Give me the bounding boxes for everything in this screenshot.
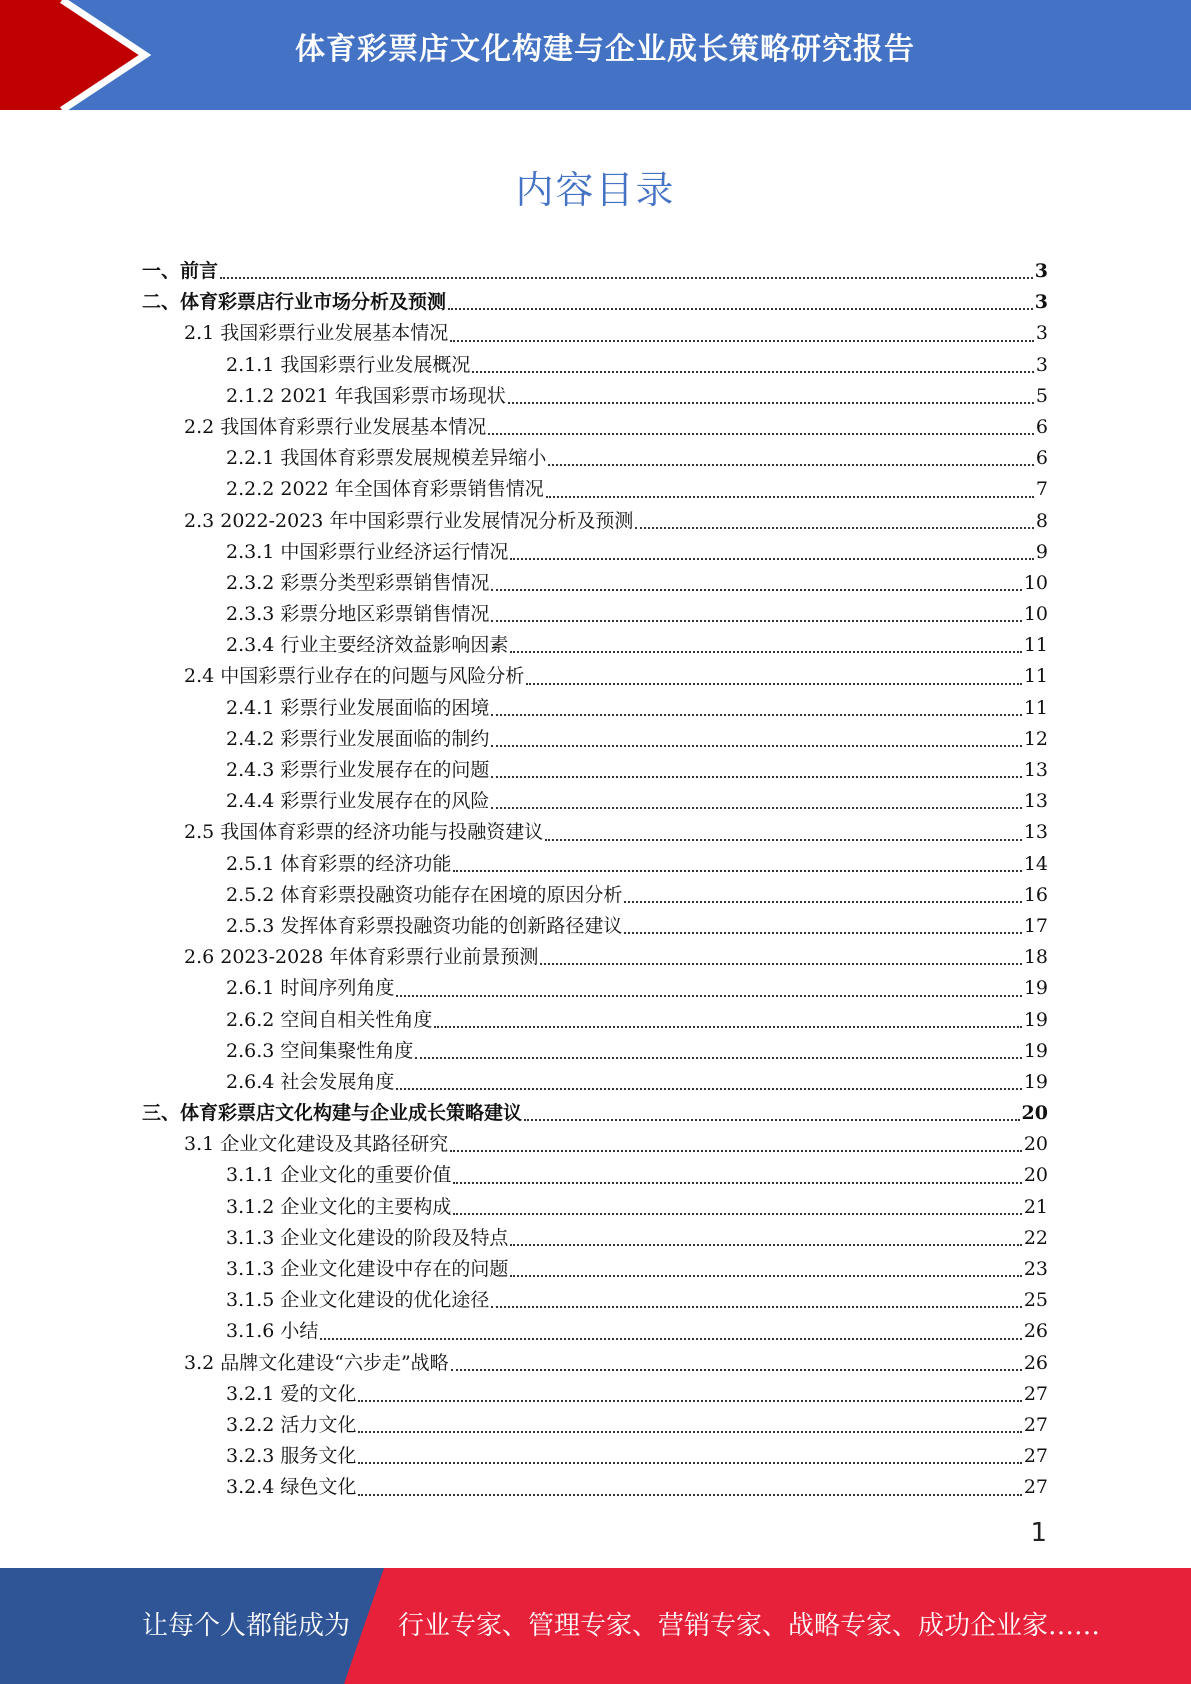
toc-entry[interactable] [142,1285,1048,1316]
toc-entry-label: 3.1.2 企业文化的主要构成 [226,1195,452,1218]
toc-entry-label: 2.2 我国体育彩票行业发展基本情况 [184,415,487,438]
toc-entry-label: 2.1 我国彩票行业发展基本情况 [184,322,449,345]
report-header [0,0,1191,110]
report-footer [0,1568,1191,1684]
toc-entry-page: 9 [1035,540,1048,563]
toc-entry[interactable] [142,1005,1048,1036]
toc-entry-page: 13 [1023,821,1048,844]
toc-dot-leader [510,558,1034,560]
toc-entry-label: 3.1 企业文化建设及其路径研究 [184,1133,449,1156]
toc-entry-page: 20 [1023,1133,1048,1156]
toc-entry[interactable] [142,537,1048,568]
toc-entry-page: 27 [1023,1476,1048,1499]
toc-entry-page: 12 [1023,727,1048,750]
footer-slogan: 让每个人都能成为 [142,1611,351,1641]
toc-entry[interactable] [142,755,1048,786]
toc-entry-label: 3.2.3 服务文化 [226,1445,357,1468]
toc-title: 内容目录 [515,168,676,212]
toc-entry-page: 17 [1023,914,1048,937]
toc-entry-page: 16 [1023,883,1048,906]
toc-dot-leader [450,340,1034,342]
toc-entry[interactable] [142,474,1048,505]
toc-dot-leader [491,1306,1021,1308]
toc-entry-label: 2.1.2 2021 年我国彩票市场现状 [226,384,506,407]
toc-entry[interactable] [142,256,1048,287]
toc-dot-leader [450,1150,1022,1152]
toc-entry-label: 2.3 2022-2023 年中国彩票行业发展情况分析及预测 [184,509,634,532]
toc-entry[interactable] [142,318,1048,349]
toc-dot-leader [453,870,1021,872]
toc-entry-label: 2.6.3 空间集聚性角度 [226,1039,414,1062]
toc-entry[interactable] [142,506,1048,537]
toc-entry-page: 26 [1023,1320,1048,1343]
toc-dot-leader [510,1244,1021,1246]
toc-entry[interactable] [142,1129,1048,1160]
toc-entry-page: 14 [1023,852,1048,875]
toc-entry-page: 3 [1034,260,1048,282]
toc-entry-page: 22 [1023,1226,1048,1249]
toc-dot-leader [472,371,1034,373]
toc-dot-leader [624,901,1021,903]
toc-entry[interactable] [142,1348,1048,1379]
toc-entry-label: 3.2.2 活力文化 [226,1413,357,1436]
toc-entry-label: 2.1.1 我国彩票行业发展概况 [226,353,471,376]
toc-entry-page: 8 [1035,509,1048,532]
toc-dot-leader [545,839,1022,841]
toc-entry-page: 7 [1035,478,1048,501]
toc-entry-page: 6 [1035,415,1048,438]
toc-entry-label: 2.6.2 空间自相关性角度 [226,1008,433,1031]
toc-entry-page: 11 [1023,696,1048,719]
toc-entry[interactable] [142,911,1048,942]
toc-entry-page: 25 [1023,1289,1048,1312]
toc-entry[interactable] [142,1223,1048,1254]
toc-entry-label: 2.3.4 行业主要经济效益影响因素 [226,634,509,657]
toc-entry-page: 18 [1023,946,1048,969]
toc-dot-leader [491,807,1021,809]
toc-entry-label: 3.2 品牌文化建设“六步走”战略 [184,1351,449,1374]
toc-entry-label: 2.4 中国彩票行业存在的问题与风险分析 [184,665,525,688]
toc-dot-leader [635,527,1033,529]
toc-dot-leader [358,1462,1021,1464]
toc-entry-label: 3.2.4 绿色文化 [226,1476,357,1499]
toc-entry-page: 20 [1023,1164,1048,1187]
toc-entry-label: 2.5.2 体育彩票投融资功能存在困境的原因分析 [226,883,623,906]
toc-dot-leader [540,963,1021,965]
toc-entry-page: 27 [1023,1382,1048,1405]
toc-entry[interactable] [142,942,1048,973]
toc-entry[interactable] [142,1192,1048,1223]
table-of-contents [142,256,1048,1504]
toc-entry[interactable] [142,973,1048,1004]
toc-entry[interactable] [142,1441,1048,1472]
toc-entry[interactable] [142,287,1048,318]
toc-dot-leader [491,776,1021,778]
toc-dot-leader [491,620,1021,622]
toc-dot-leader [491,714,1021,716]
footer-roles: 行业专家、管理专家、营销专家、战略专家、成功企业家…… [398,1611,1101,1641]
toc-entry-label: 2.3.3 彩票分地区彩票销售情况 [226,603,490,626]
toc-dot-leader [510,651,1021,653]
toc-dot-leader [358,1494,1021,1496]
toc-entry[interactable] [142,630,1048,661]
toc-entry-label: 2.4.2 彩票行业发展面临的制约 [226,727,490,750]
toc-dot-leader [451,1369,1022,1371]
toc-entry-label: 2.6.4 社会发展角度 [226,1070,395,1093]
toc-entry[interactable] [142,1067,1048,1098]
toc-entry[interactable] [142,724,1048,755]
toc-dot-leader [508,402,1034,404]
toc-entry-label: 3.1.3 企业文化建设的阶段及特点 [226,1226,509,1249]
report-title: 体育彩票店文化构建与企业成长策略研究报告 [295,32,915,67]
toc-entry-page: 26 [1023,1351,1048,1374]
toc-entry-label: 二、体育彩票店行业市场分析及预测 [142,291,447,314]
toc-entry-label: 2.2.1 我国体育彩票发展规模差异缩小 [226,447,547,470]
toc-entry-label: 2.4.4 彩票行业发展存在的风险 [226,790,490,813]
toc-entry[interactable] [142,568,1048,599]
toc-entry[interactable] [142,1316,1048,1347]
toc-entry-label: 2.6 2023-2028 年体育彩票行业前景预测 [184,946,539,969]
toc-dot-leader [546,496,1034,498]
toc-dot-leader [396,1088,1021,1090]
page-number: 1 [1030,1518,1047,1548]
toc-entry-page: 3 [1035,353,1048,376]
toc-entry[interactable] [142,786,1048,817]
toc-entry-page: 11 [1023,634,1048,657]
toc-entry[interactable] [142,661,1048,692]
toc-entry[interactable] [142,817,1048,848]
toc-dot-leader [358,1431,1021,1433]
toc-entry-label: 3.1.3 企业文化建设中存在的问题 [226,1258,509,1280]
toc-dot-leader [415,1057,1021,1059]
toc-entry[interactable] [142,1472,1048,1503]
toc-dot-leader [510,1275,1021,1277]
toc-entry-page: 13 [1023,790,1048,813]
toc-entry[interactable] [142,412,1048,443]
toc-entry-label: 3.1.1 企业文化的重要价值 [226,1164,452,1187]
toc-dot-leader [624,932,1021,934]
toc-entry-label: 2.3.2 彩票分类型彩票销售情况 [226,571,490,594]
toc-entry-label: 2.6.1 时间序列角度 [226,977,395,1000]
toc-entry[interactable] [142,1254,1048,1285]
toc-entry[interactable] [142,1379,1048,1410]
toc-entry-label: 3.1.6 小结 [226,1320,319,1343]
toc-entry[interactable] [142,1098,1048,1129]
toc-entry-page: 13 [1023,759,1048,781]
toc-entry[interactable] [142,599,1048,630]
toc-dot-leader [548,464,1034,466]
toc-dot-leader [434,1026,1021,1028]
toc-dot-leader [320,1338,1021,1340]
toc-entry-page: 21 [1023,1195,1048,1218]
toc-dot-leader [524,1119,1020,1121]
toc-entry-page: 10 [1023,603,1048,626]
toc-entry-page: 27 [1023,1445,1048,1468]
toc-entry-label: 2.5 我国体育彩票的经济功能与投融资建议 [184,821,544,844]
toc-dot-leader [453,1182,1021,1184]
toc-dot-leader [526,683,1022,685]
toc-entry-page: 10 [1023,571,1048,594]
toc-dot-leader [358,1400,1021,1402]
toc-dot-leader [491,745,1021,747]
toc-entry[interactable] [142,1160,1048,1191]
toc-dot-leader [448,308,1033,310]
toc-entry-label: 三、体育彩票店文化构建与企业成长策略建议 [142,1102,523,1125]
toc-entry-label: 2.4.1 彩票行业发展面临的困境 [226,696,490,719]
toc-entry-label: 2.5.3 发挥体育彩票投融资功能的创新路径建议 [226,914,623,937]
toc-entry-label: 3.2.1 爱的文化 [226,1382,357,1405]
toc-entry-page: 20 [1021,1102,1048,1125]
toc-entry-page: 6 [1035,447,1048,470]
toc-entry-label: 2.3.1 中国彩票行业经济运行情况 [226,540,509,563]
toc-entry[interactable] [142,880,1048,911]
toc-entry-label: 2.5.1 体育彩票的经济功能 [226,852,452,875]
toc-entry-page: 19 [1023,1008,1048,1031]
toc-dot-leader [220,277,1033,279]
toc-entry[interactable] [142,381,1048,412]
toc-dot-leader [396,995,1021,997]
toc-entry-label: 2.4.3 彩票行业发展存在的问题 [226,759,490,781]
toc-entry[interactable] [142,849,1048,880]
toc-entry-page: 27 [1023,1413,1048,1436]
toc-entry[interactable] [142,443,1048,474]
toc-entry-label: 2.2.2 2022 年全国体育彩票销售情况 [226,478,544,501]
toc-entry-page: 11 [1023,665,1048,688]
toc-dot-leader [488,433,1034,435]
toc-entry-page: 19 [1023,977,1048,1000]
toc-entry[interactable] [142,1036,1048,1067]
toc-entry-page: 3 [1034,291,1048,314]
toc-entry[interactable] [142,1410,1048,1441]
toc-entry-label: 一、前言 [142,260,219,282]
toc-dot-leader [453,1213,1021,1215]
toc-dot-leader [491,589,1021,591]
toc-entry-label: 3.1.5 企业文化建设的优化途径 [226,1289,490,1312]
toc-entry[interactable] [142,350,1048,381]
toc-entry-page: 3 [1035,322,1048,345]
toc-entry-page: 19 [1023,1039,1048,1062]
toc-entry[interactable] [142,693,1048,724]
toc-entry-page: 5 [1035,384,1048,407]
toc-entry-page: 19 [1023,1070,1048,1093]
toc-entry-page: 23 [1023,1258,1048,1280]
